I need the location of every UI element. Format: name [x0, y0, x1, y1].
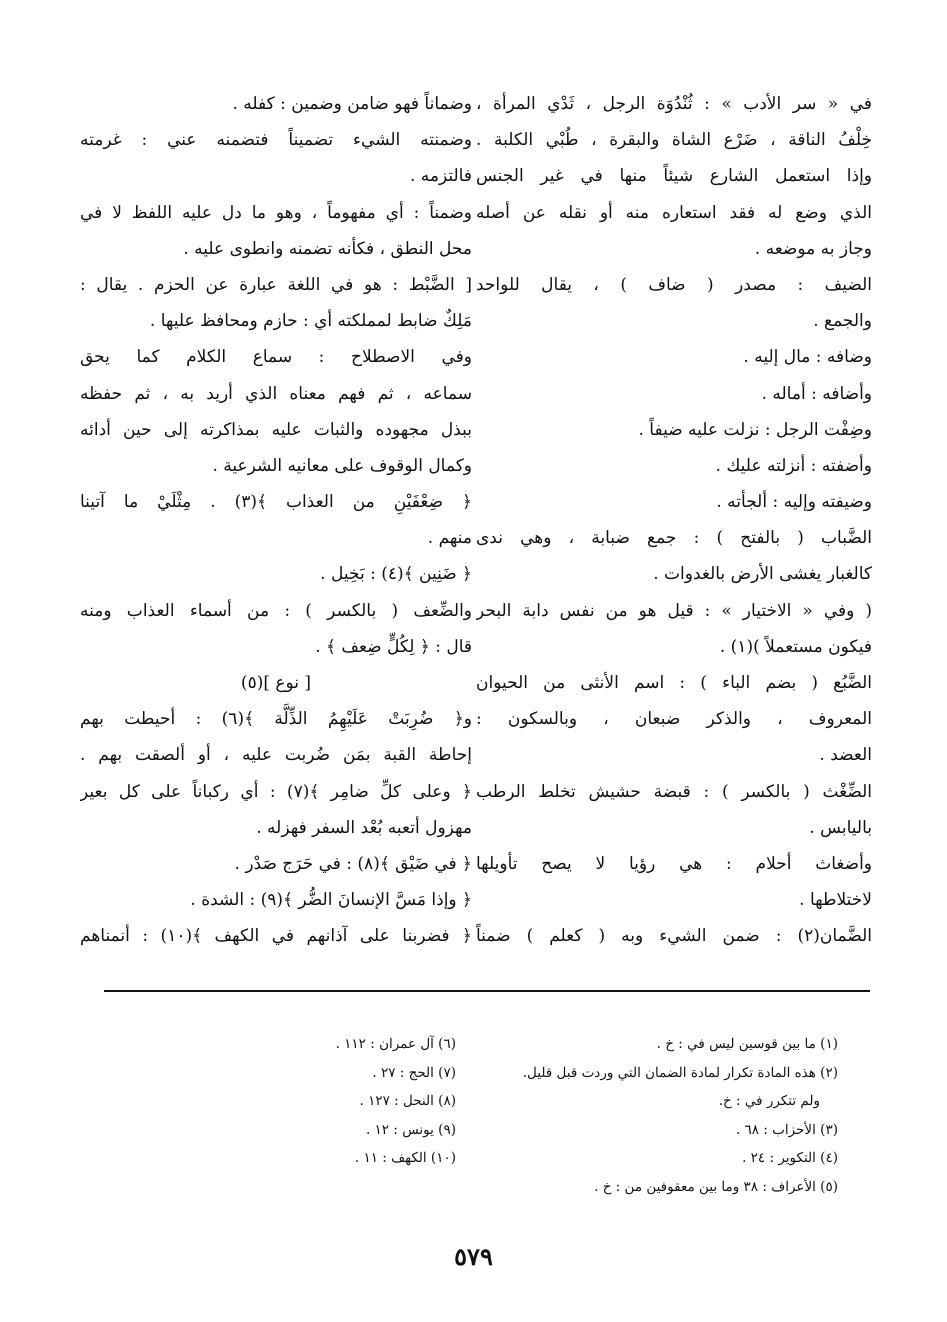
- footnotes-right: [480, 1030, 838, 1202]
- text-line: وضمناً : أي مفهوماً ، وهو ما دل عليه اللفظ لا في: [80, 202, 472, 223]
- footnote: (١) ما بين قوسين ليس في : خ .: [656, 1036, 838, 1052]
- text-line: مهزول أتعبه بُعْد السفر فهزله .: [256, 817, 472, 838]
- text-line: ببذل مجهوده والثبات عليه بمذاكرته إلى حين أدائه: [80, 419, 472, 440]
- text-line: وأضغاث أحلام : هي رؤيا لا يصح تأويلها: [476, 853, 872, 874]
- footnote: (٩) يونس : ١٢ .: [365, 1121, 456, 1138]
- quran-verse-line: ﴿ وعلى كلِّ ضامِر ﴾(٧) : أي ركباناً على كل بعير: [80, 781, 472, 802]
- footnote: (٥) الأعراف : ٣٨ وما بين معقوفين من : خ .: [594, 1178, 838, 1195]
- left-text-column: [80, 86, 472, 955]
- footnote: (٢) هذه المادة تكرار لمادة الضمان التي وردت قبل قليل.: [522, 1064, 838, 1081]
- quran-verse-line: ﴿ ضَنِين ﴾(٤) : بَخِيل .: [320, 564, 472, 585]
- text-line: الضَّباب ( بالفتح ) : جمع ضبابة ، وهي ندى: [476, 528, 872, 549]
- quran-verse-line: ﴿ ضِعْفَيْنِ من العذاب ﴾(٣) . مِثْلَيْ ما آتينا: [80, 492, 472, 513]
- text-line: مَلِكٌ ضابط لمملكته أي : حازم ومحافظ عليها .: [149, 311, 472, 332]
- text-line: المعروف ، والذكر ضبعان ، وبالسكون :: [476, 709, 872, 730]
- section-heading: [ نوع ](٥): [240, 673, 312, 693]
- footnote: (٤) التكوير : ٢٤ .: [742, 1150, 838, 1167]
- text-line: الضيف : مصدر ( ضاف ) ، يقال للواحد: [476, 274, 872, 295]
- text-line: إحاطة القبة بمَن ضُربت عليه ، أو ألصقت بهم .: [80, 745, 472, 766]
- quran-verse-line: و﴿ ضُرِبَتْ عَلَيْهِمُ الذِّلَّة ﴾(٦) : أحيطت بهم: [80, 709, 472, 730]
- text-line: وضمنته الشيء تضميناً فتضمنه عني : غرمته: [80, 130, 472, 151]
- text-line: وضافه : مال إليه .: [743, 347, 872, 368]
- text-line: فالتزمه .: [409, 166, 472, 187]
- quran-verse-line: ﴿ فضربنا على آذانهم في الكهف ﴾(١٠) : أنمناهم: [80, 926, 472, 947]
- text-line: ( وفي « الاختيار » : قيل هو من نفس دابة البحر: [476, 600, 872, 621]
- text-line: وضماناً فهو ضامن وضمين : كفله .: [232, 94, 472, 114]
- footnote: (٧) الحج : ٢٧ .: [372, 1064, 456, 1081]
- footnote: (١٠) الكهف : ١١ .: [354, 1150, 456, 1167]
- text-line: لاختلاطها .: [799, 890, 872, 911]
- footnote: (٦) آل عمران : ١١٢ .: [335, 1036, 456, 1052]
- text-line: والضِّعف ( بالكسر ) : من أسماء العذاب ومنه: [80, 600, 472, 621]
- text-line: الذي وضع له فقد استعاره منه أو نقله عن أصله: [476, 202, 872, 223]
- text-line: [ الضَّبْط : هو في اللغة عبارة عن الحزم . يقال :: [80, 274, 472, 295]
- quran-verse-line: ﴿ وإذا مَسَّ الإنسانَ الضُّر ﴾(٩) : الشدة .: [190, 890, 472, 911]
- text-line: منهم .: [427, 528, 472, 549]
- text-line: وضِفْت الرجل : نزلت عليه ضيفاً .: [638, 419, 872, 440]
- text-line: خِلْفُ الناقة ، ضَرْع الشاة والبقرة ، طُبْي الكلبة .: [476, 130, 872, 151]
- page-number: ٥٧٩: [454, 1242, 493, 1271]
- text-line: والجمع .: [813, 311, 872, 332]
- text-line: سماعه ، ثم فهم معناه الذي أريد به ، ثم حفظه: [80, 383, 472, 404]
- text-line: باليابس .: [809, 817, 872, 838]
- footnote-divider: [104, 990, 870, 992]
- text-line: فيكون مستعملاً )(١) .: [719, 636, 872, 657]
- footnote: ولم تتكرر في : خ.: [718, 1093, 820, 1110]
- footnotes-left: [266, 1030, 456, 1173]
- text-line: وأضافه : أماله .: [761, 383, 872, 404]
- quran-verse-line: ﴿ في ضَيْق ﴾(٨) : في حَرَج صَدْر .: [234, 853, 472, 874]
- text-line: الضَّمان(٢) : ضمن الشيء وبه ( كعلم ) ضمناً: [476, 926, 872, 947]
- footnote: (٨) النحل : ١٢٧ .: [359, 1093, 456, 1110]
- right-text-column: [476, 86, 872, 955]
- text-line: العضد .: [819, 745, 872, 766]
- footnote: (٣) الأحزاب : ٦٨ .: [735, 1121, 838, 1138]
- text-line: في « سر الأدب » : ثُنْدُوَة الرجل ، ثَدْي المرأة ،: [476, 94, 872, 114]
- text-line: الضِّغْث ( بالكسر ) : قبضة حشيش تخلط الرطب: [476, 781, 872, 802]
- text-line: وإذا استعمل الشارع شيئاً منها في غير الجنس: [476, 166, 872, 187]
- text-line: وجاز به موضعه .: [754, 238, 872, 259]
- quran-verse-line: قال : ﴿ لِكُلٍّ ضِعف ﴾ .: [315, 636, 472, 657]
- text-line: وكمال الوقوف على معانيه الشرعية .: [212, 455, 472, 476]
- text-line: كالغبار يغشى الأرض بالغدوات .: [653, 564, 872, 585]
- text-line: محل النطق ، فكأنه تضمنه وانطوى عليه .: [183, 238, 472, 259]
- text-line: وأضفته : أنزلته عليك .: [715, 455, 872, 476]
- text-line: الضَّبُع ( بضم الباء ) : اسم الأنثى من الحيوان: [476, 673, 872, 693]
- text-line: وفي الاصطلاح : سماع الكلام كما يحق: [80, 347, 472, 368]
- text-line: وضيفته وإليه : ألجأته .: [716, 492, 872, 513]
